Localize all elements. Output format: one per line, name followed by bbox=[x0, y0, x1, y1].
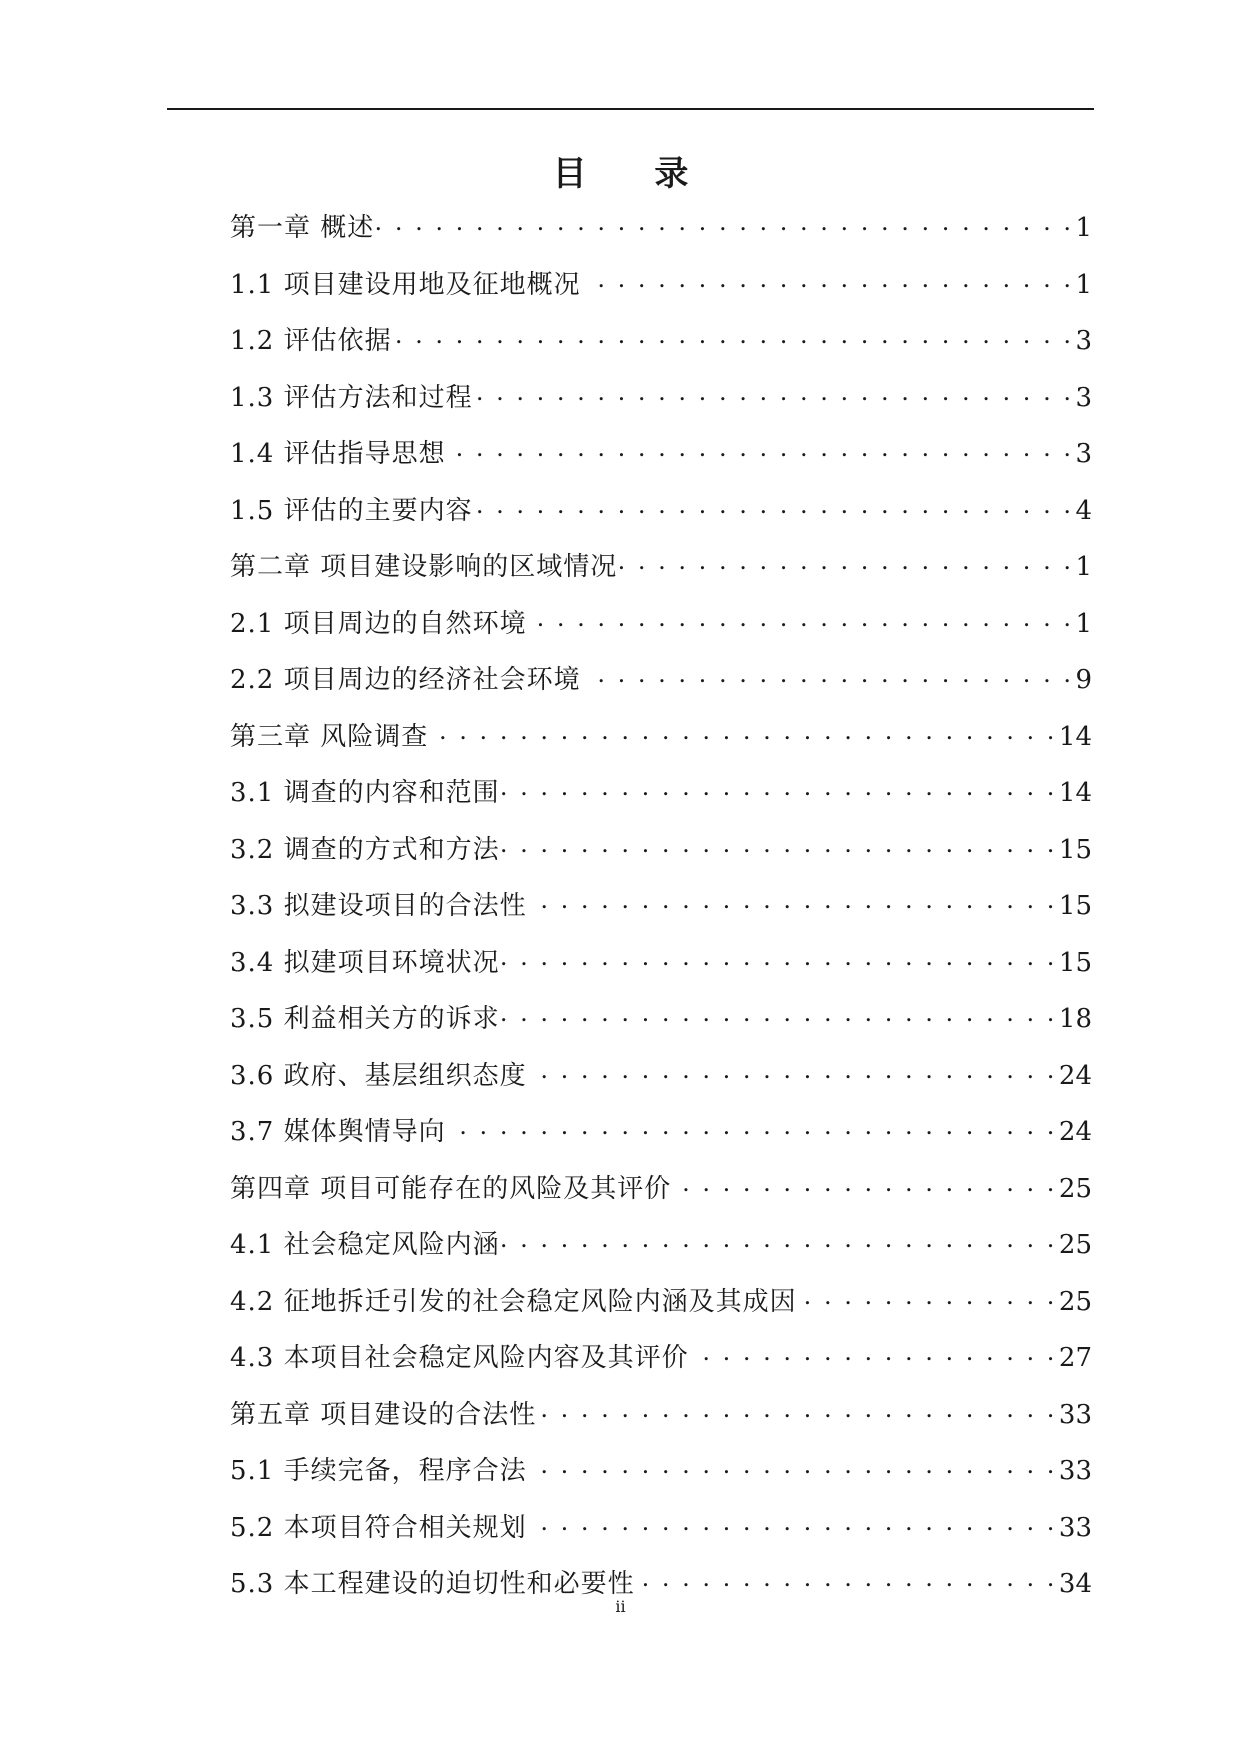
toc-entry[interactable] bbox=[230, 828, 1092, 885]
toc-entry-label: 第四章 项目可能存在的风险及其评价 bbox=[230, 1173, 672, 1204]
toc-entry-label: 2.2 项目周边的经济社会环境 bbox=[230, 665, 581, 695]
toc-entry-label: 5.3 本工程建设的迫切性和必要性 bbox=[230, 1569, 635, 1599]
header-rule bbox=[167, 108, 1094, 110]
dot-leader bbox=[637, 1562, 1057, 1592]
toc-entry-page: 14 bbox=[1058, 721, 1092, 752]
toc-entry-label: 3.3 拟建设项目的合法性 bbox=[230, 891, 527, 921]
dot-leader bbox=[538, 1393, 1057, 1423]
toc-entry-page: 15 bbox=[1058, 891, 1092, 921]
toc-title: 目 录 bbox=[552, 154, 717, 194]
dot-leader bbox=[619, 545, 1073, 575]
toc-entry[interactable] bbox=[230, 1110, 1092, 1167]
toc-entry-label: 1.1 项目建设用地及征地概况 bbox=[230, 269, 581, 300]
toc-entry-label: 5.2 本项目符合相关规划 bbox=[230, 1512, 527, 1543]
toc-entry-page: 1 bbox=[1075, 213, 1092, 243]
toc-entry-label: 3.1 调查的内容和范围 bbox=[230, 778, 500, 808]
toc-entry-page: 3 bbox=[1075, 439, 1092, 469]
dot-leader bbox=[475, 376, 1074, 406]
toc-entry-page: 15 bbox=[1058, 947, 1092, 978]
dot-leader bbox=[502, 1223, 1057, 1253]
toc-entry-page: 3 bbox=[1075, 382, 1092, 413]
toc-entry[interactable] bbox=[230, 997, 1092, 1054]
toc-entry[interactable] bbox=[230, 1336, 1092, 1393]
toc-entry-label: 第二章 项目建设影响的区域情况 bbox=[230, 552, 618, 582]
toc-entry-page: 18 bbox=[1058, 1004, 1092, 1034]
toc-entry-label: 3.4 拟建项目环境状况 bbox=[230, 947, 500, 978]
toc-entry-label: 第五章 项目建设的合法性 bbox=[230, 1399, 537, 1430]
toc-entry[interactable] bbox=[230, 206, 1092, 263]
toc-entry-label: 3.5 利益相关方的诉求 bbox=[230, 1004, 500, 1034]
toc-entry[interactable] bbox=[230, 941, 1092, 998]
toc-entry[interactable] bbox=[230, 376, 1092, 433]
toc-entry-page: 33 bbox=[1058, 1399, 1092, 1430]
toc-entry-label: 1.5 评估的主要内容 bbox=[230, 495, 473, 526]
dot-leader bbox=[502, 771, 1057, 801]
toc-entry-page: 25 bbox=[1058, 1286, 1092, 1317]
toc-entry[interactable] bbox=[230, 1449, 1092, 1506]
dot-leader bbox=[691, 1336, 1057, 1366]
toc-entry-page: 15 bbox=[1058, 834, 1092, 865]
dot-leader bbox=[502, 828, 1057, 858]
toc-entry-page: 34 bbox=[1058, 1569, 1092, 1599]
toc-entry-page: 9 bbox=[1075, 665, 1092, 695]
toc-entry-page: 27 bbox=[1058, 1343, 1092, 1373]
dot-leader bbox=[529, 884, 1057, 914]
dot-leader bbox=[394, 319, 1074, 349]
toc-entry[interactable] bbox=[230, 1393, 1092, 1450]
toc-entry[interactable] bbox=[230, 1223, 1092, 1280]
toc-entry[interactable] bbox=[230, 263, 1092, 320]
dot-leader bbox=[673, 1167, 1057, 1197]
toc-entry-page: 25 bbox=[1058, 1230, 1092, 1260]
dot-leader bbox=[502, 941, 1057, 971]
toc-entry-page: 3 bbox=[1075, 326, 1092, 356]
dot-leader bbox=[430, 715, 1057, 745]
toc-entry-page: 33 bbox=[1058, 1512, 1092, 1543]
toc-entry[interactable] bbox=[230, 602, 1092, 659]
toc-entry[interactable] bbox=[230, 1054, 1092, 1111]
toc-entry-label: 3.6 政府、基层组织态度 bbox=[230, 1060, 527, 1091]
table-of-contents bbox=[230, 206, 1092, 1619]
dot-leader bbox=[475, 489, 1074, 519]
dot-leader bbox=[448, 432, 1074, 462]
toc-entry[interactable] bbox=[230, 715, 1092, 772]
toc-entry-label: 4.2 征地拆迁引发的社会稳定风险内涵及其成因 bbox=[230, 1286, 797, 1317]
toc-entry-label: 4.1 社会稳定风险内涵 bbox=[230, 1230, 500, 1260]
toc-entry[interactable] bbox=[230, 432, 1092, 489]
dot-leader bbox=[529, 602, 1074, 632]
toc-entry-page: 1 bbox=[1075, 269, 1092, 300]
toc-entry-label: 5.1 手续完备，程序合法 bbox=[230, 1456, 527, 1486]
toc-entry-label: 4.3 本项目社会稳定风险内容及其评价 bbox=[230, 1343, 689, 1373]
toc-entry-label: 2.1 项目周边的自然环境 bbox=[230, 608, 527, 639]
dot-leader bbox=[529, 1054, 1057, 1084]
page-number: ii bbox=[615, 1597, 626, 1616]
toc-entry-page: 33 bbox=[1058, 1456, 1092, 1486]
dot-leader bbox=[529, 1506, 1057, 1536]
toc-entry-label: 1.2 评估依据 bbox=[230, 326, 392, 356]
dot-leader bbox=[376, 206, 1073, 236]
toc-entry[interactable] bbox=[230, 1506, 1092, 1563]
dot-leader bbox=[799, 1280, 1057, 1310]
toc-entry[interactable] bbox=[230, 884, 1092, 941]
toc-entry-label: 1.4 评估指导思想 bbox=[230, 439, 446, 469]
dot-leader bbox=[448, 1110, 1057, 1140]
toc-entry[interactable] bbox=[230, 319, 1092, 376]
toc-entry-label: 1.3 评估方法和过程 bbox=[230, 382, 473, 413]
dot-leader bbox=[583, 263, 1074, 293]
toc-entry-page: 1 bbox=[1075, 608, 1092, 639]
toc-entry-label: 第一章 概述 bbox=[230, 213, 375, 243]
toc-entry[interactable] bbox=[230, 1167, 1092, 1224]
toc-entry-label: 第三章 风险调查 bbox=[230, 721, 429, 752]
toc-entry-page: 1 bbox=[1075, 552, 1092, 582]
dot-leader bbox=[529, 1449, 1057, 1479]
toc-entry[interactable] bbox=[230, 771, 1092, 828]
toc-entry-page: 14 bbox=[1058, 778, 1092, 808]
toc-entry[interactable] bbox=[230, 1280, 1092, 1337]
dot-leader bbox=[502, 997, 1057, 1027]
toc-entry-page: 25 bbox=[1058, 1173, 1092, 1204]
toc-entry-page: 24 bbox=[1058, 1117, 1092, 1147]
toc-entry-label: 3.2 调查的方式和方法 bbox=[230, 834, 500, 865]
toc-entry[interactable] bbox=[230, 658, 1092, 715]
dot-leader bbox=[583, 658, 1074, 688]
toc-entry[interactable] bbox=[230, 545, 1092, 602]
toc-entry-label: 3.7 媒体舆情导向 bbox=[230, 1117, 446, 1147]
toc-entry-page: 24 bbox=[1058, 1060, 1092, 1091]
toc-entry-page: 4 bbox=[1075, 495, 1092, 526]
toc-entry[interactable] bbox=[230, 489, 1092, 546]
